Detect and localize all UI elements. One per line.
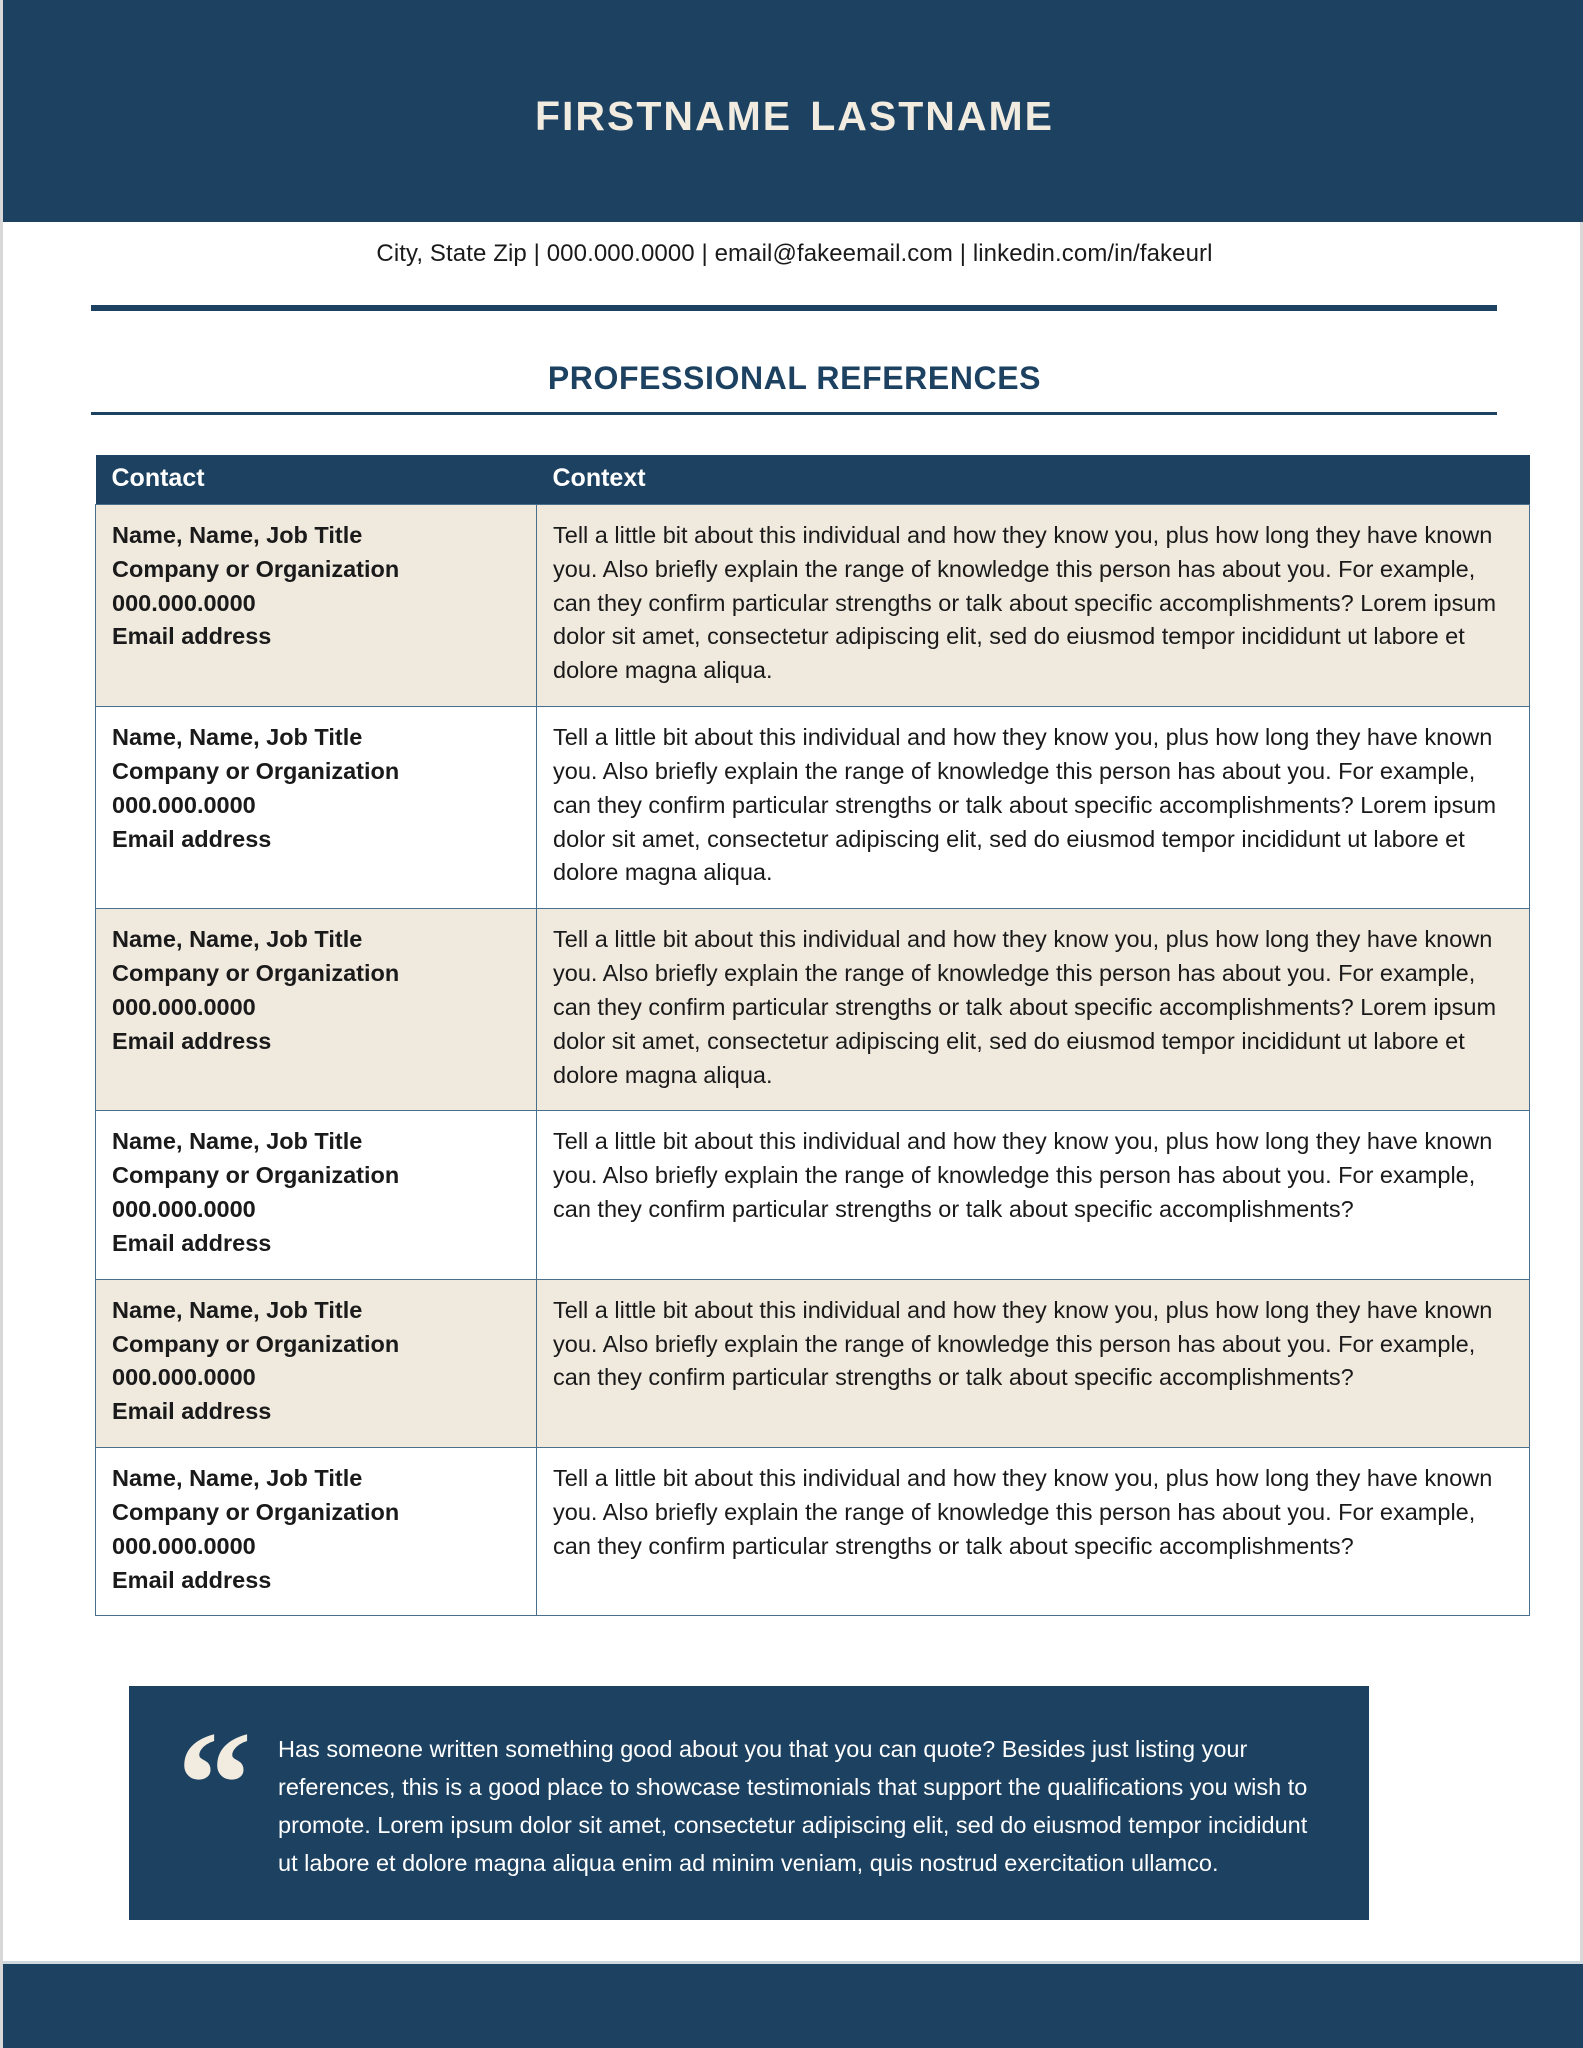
divider-rule-bottom (91, 412, 1497, 415)
reference-email: Email address (112, 825, 272, 852)
reference-name-title: Name, Name, Job Title (112, 1465, 363, 1492)
reference-context-cell: Tell a little bit about this individual and how they know you, plus how long they have known you. Also briefly explain the range of knowledge this person has about you. For example, can they confirm particular strengths or talk about specific accomplishments? (537, 1279, 1530, 1447)
reference-email: Email address (112, 1027, 272, 1054)
reference-context-cell: Tell a little bit about this individual and how they know you, plus how long they have known you. Also briefly explain the range of knowledge this person has about you. For example, can they confirm particular strengths or talk about specific accomplishments? (537, 1448, 1530, 1616)
reference-company: Company or Organization (112, 1498, 400, 1525)
reference-phone: 000.000.0000 (112, 993, 256, 1020)
reference-name-title: Name, Name, Job Title (112, 926, 363, 953)
reference-contact-cell (96, 505, 537, 707)
table-row (96, 1279, 1530, 1447)
reference-email: Email address (112, 623, 272, 650)
reference-name-title: Name, Name, Job Title (112, 1296, 363, 1323)
reference-phone: 000.000.0000 (112, 1532, 256, 1559)
reference-phone: 000.000.0000 (112, 1196, 256, 1223)
table-body (96, 505, 1530, 1616)
reference-name-title: Name, Name, Job Title (112, 1128, 363, 1155)
reference-company: Company or Organization (112, 960, 400, 987)
reference-context-cell: Tell a little bit about this individual and how they know you, plus how long they have known you. Also briefly explain the range of knowledge this person has about you. For example, can they confirm particular strengths or talk about specific accomplishments? (537, 1111, 1530, 1279)
divider-rule-top (91, 305, 1497, 311)
reference-context-cell: Tell a little bit about this individual and how they know you, plus how long they have known you. Also briefly explain the range of knowledge this person has about you. For example, can they confirm particular strengths or talk about specific accomplishments? Lorem ipsum dolor sit amet, consectetur adipiscing elit, sed do eiusmod tempor incididunt ut labore et dolore magna aliqua. (537, 505, 1530, 707)
column-header-context: Context (537, 455, 1530, 505)
header-band (3, 0, 1583, 222)
reference-company: Company or Organization (112, 757, 400, 784)
reference-phone: 000.000.0000 (112, 1364, 256, 1391)
reference-contact-cell (96, 1279, 537, 1447)
reference-email: Email address (112, 1229, 272, 1256)
column-header-contact: Contact (96, 455, 537, 505)
reference-email: Email address (112, 1566, 272, 1593)
reference-company: Company or Organization (112, 555, 400, 582)
reference-context-cell: Tell a little bit about this individual and how they know you, plus how long they have known you. Also briefly explain the range of knowledge this person has about you. For example, can they confirm particular strengths or talk about specific accomplishments? Lorem ipsum dolor sit amet, consectetur adipiscing elit, sed do eiusmod tempor incididunt ut labore et dolore magna aliqua. (537, 707, 1530, 909)
contact-line: City, State Zip | 000.000.0000 | email@fakeemail.com | linkedin.com/in/fakeurl (376, 240, 1213, 267)
quotation-mark-icon: “ (177, 1701, 252, 1867)
reference-contact-cell (96, 1111, 537, 1279)
reference-phone: 000.000.0000 (112, 791, 256, 818)
footer-bar (3, 1961, 1583, 2048)
references-table (95, 455, 1530, 1616)
table-row (96, 1111, 1530, 1279)
reference-contact-cell (96, 707, 537, 909)
table-row (96, 909, 1530, 1111)
testimonial-quote-text: Has someone written something good about you that you can quote? Besides just listing your references, this is a good place to showcase testimonials that support the qualifications you wish to promote. Lorem ipsum dolor sit amet, consectetur adipiscing elit, sed do eiusmod tempor incididunt ut labore et dolore magna aliqua enim ad minim veniam, quis nostrud exercitation ullamco. (278, 1736, 1308, 1877)
page-title: firstname lastname (534, 78, 1055, 143)
reference-phone: 000.000.0000 (112, 589, 256, 616)
reference-context-cell: Tell a little bit about this individual and how they know you, plus how long they have known you. Also briefly explain the range of knowledge this person has about you. For example, can they confirm particular strengths or talk about specific accomplishments? Lorem ipsum dolor sit amet, consectetur adipiscing elit, sed do eiusmod tempor incididunt ut labore et dolore magna aliqua. (537, 909, 1530, 1111)
reference-company: Company or Organization (112, 1162, 400, 1189)
reference-contact-cell (96, 1448, 537, 1616)
reference-name-title: Name, Name, Job Title (112, 522, 363, 548)
table-row (96, 505, 1530, 707)
section-heading: PROFESSIONAL REFERENCES (547, 360, 1042, 396)
reference-contact-cell (96, 909, 537, 1111)
reference-company: Company or Organization (112, 1330, 400, 1357)
table-header-row (96, 455, 1530, 505)
testimonial-quote-block (129, 1686, 1369, 1920)
reference-name-title: Name, Name, Job Title (112, 724, 363, 751)
table-row (96, 707, 1530, 909)
reference-email: Email address (112, 1398, 272, 1425)
table-row (96, 1448, 1530, 1616)
